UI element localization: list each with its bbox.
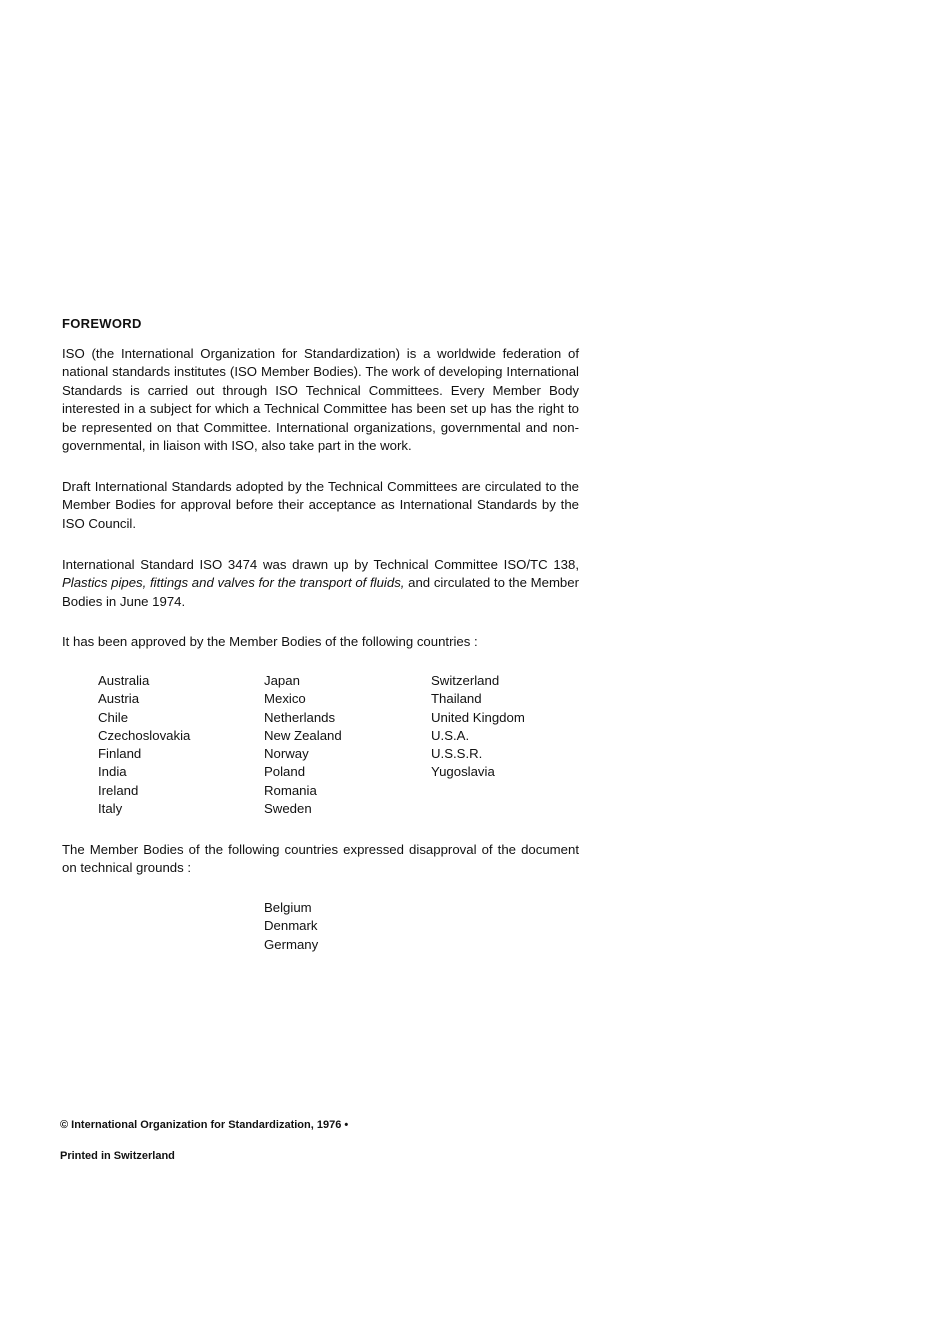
country-item: Sweden [264,801,312,817]
country-item: Italy [98,801,123,817]
country-item: Czechoslovakia [98,727,191,743]
paragraph-approved-intro: It has been approved by the Member Bodies of the following countries : [62,634,478,649]
country-item: Poland [264,764,306,780]
country-item: Ireland [98,782,139,798]
country-item: Thailand [431,691,482,707]
country-item: United Kingdom [431,709,525,725]
country-item: India [98,764,127,780]
approved-countries-column-1 [98,672,190,818]
country-item: New Zealand [264,727,342,743]
printed-in-notice: Printed in Switzerland [60,1150,175,1162]
paragraph-draft-standards: Draft International Standards adopted by the Technical Committees are circulated to the Member Bodies for approval before their acceptance as International Standards by the ISO Council. [62,479,579,531]
country-item: U.S.S.R. [431,746,483,762]
committee-title: Plastics pipes, fittings and valves for the transport of fluids, [62,575,405,591]
country-item: Australia [98,673,150,688]
copyright-notice: © International Organization for Standardization, 1976 • [60,1119,349,1131]
approved-countries-column-3 [431,672,525,782]
paragraph-disapproval: The Member Bodies of the following countries expressed disapproval of the document on technical grounds : [62,842,579,876]
country-item: Romania [264,782,317,798]
paragraph-iso-3474-end: and circulated to the Member Bodies in June 1974. [62,575,579,609]
country-item: Netherlands [264,709,336,725]
country-item: Denmark [264,918,318,934]
country-item: Belgium [264,900,312,915]
country-item: Yugoslavia [431,764,495,780]
disapproved-countries-list [264,899,318,954]
country-item: Mexico [264,691,306,707]
country-item: Germany [264,936,319,952]
country-item: U.S.A. [431,727,470,743]
paragraph-iso-intro: ISO (the International Organization for Standardization) is a worldwide federation of national standards institutes (ISO Member Bodies). The work of developing International Standards is carried out through ISO Technical Committees. Every Member Body interested in a subject for which a Technical Committee has been set up has the right to be represented on that Committee. International organizations, governmental and non-governmental, in liaison with ISO, also take part in the work. [62,346,579,454]
country-item: Norway [264,746,309,762]
country-item: Chile [98,709,129,725]
paragraph-iso-3474-start: International Standard ISO 3474 was drawn up by Technical Committee ISO/TC 138, [62,557,579,572]
paragraph-iso-3474 [62,556,579,611]
country-item: Switzerland [431,673,500,688]
country-item: Japan [264,673,300,688]
country-item: Austria [98,691,140,707]
country-item: Finland [98,746,142,762]
approved-countries-column-2 [264,672,342,818]
foreword-heading: FOREWORD [62,316,142,331]
